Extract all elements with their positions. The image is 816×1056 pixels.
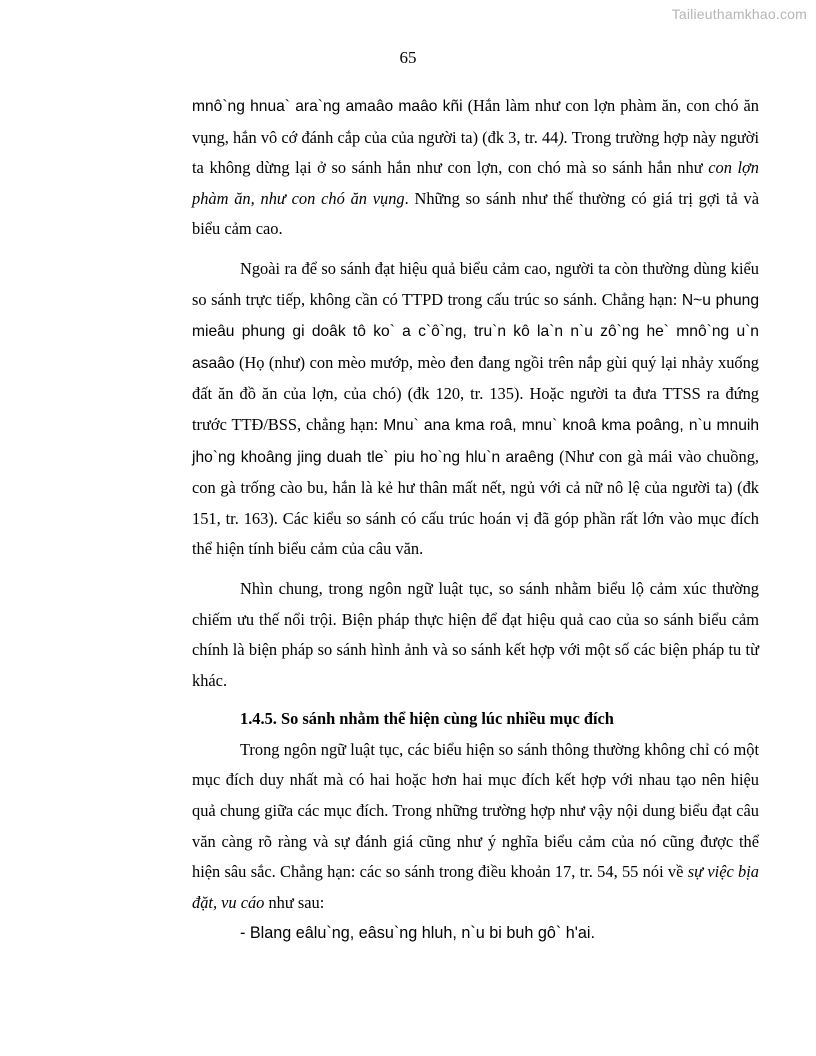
italic-text: ). — [558, 127, 568, 147]
paragraph-1 — [192, 91, 759, 245]
paragraph-text: như sau: — [264, 892, 325, 912]
paragraph-3: Nhìn chung, trong ngôn ngữ luật tục, so sánh nhằm biểu lộ cảm xúc thường chiếm ưu thế nổi trội. Biện pháp thực hiện để đạt hiệu quả cao của so sánh biểu cảm chính là biện pháp so sánh hình ảnh và so sánh kết hợp với một số các biện pháp tu từ khác. — [192, 578, 759, 690]
watermark: Tailieuthamkhao.com — [671, 6, 807, 22]
ede-quote: Mnu` ana kma roâ, mnu` knoâ kma poâng, n`u mnuih jho`ng khoâng jing duah tle` piu ho`ng hlu`n araêng — [192, 416, 759, 466]
paragraph-text: Trong ngôn ngữ luật tục, các biểu hiện so sánh thông thường không chỉ có một mục đích duy nhất mà có hai hoặc hơn hai mục đích kết hợp với nhau tạo nên hiệu quả chung giữa các mục đích. Trong những trường hợp như vậy nội dung biểu đạt câu văn càng rõ ràng và sự đánh giá cũng như ý nghĩa biểu cảm của nó cũng được thể hiện sâu sắc. Chẳng hạn: các so sánh trong điều khoản 17, tr. 54, 55 nói về — [192, 739, 759, 882]
italic-text: con lợn phàm ăn, như con chó ăn vụng — [192, 158, 760, 208]
page-number: 65 — [399, 48, 417, 67]
paragraph-text: (Như con gà mái vào chuồng, con gà trống cào bu, hắn là kẻ hư thân mất nết, ngủ với cả nữ nô lệ của người ta) (đk 151, tr. 163). Các kiểu so sánh có cấu trúc hoán vị đã góp phần rất lớn vào mục đích thể hiện tính biểu cảm của câu văn. — [192, 446, 759, 559]
paragraph-text: . Những so sánh như thế thường có giá trị gợi tả và biểu cảm cao. — [192, 188, 759, 239]
section-heading: 1.4.5. So sánh nhằm thể hiện cùng lúc nhiều mục đích — [240, 709, 614, 729]
paragraph-text: (Hắn làm như con lợn phàm ăn, con chó ăn vụng, hắn vô cớ đánh cắp của của người ta) (đk 3, tr. 44 — [192, 96, 759, 147]
italic-text: sự việc bịa đặt, vu cáo — [192, 862, 760, 912]
ede-quote: mnô`ng hnua` ara`ng amaâo maâo kñi — [192, 98, 463, 115]
paragraph-4 — [192, 735, 759, 919]
list-item — [192, 918, 759, 949]
ede-quote: - Blang eâlu`ng, eâsu`ng hluh, n`u bi buh gô` h'ai. — [240, 924, 595, 943]
paragraph-text: Trong trường hợp này người ta không dừng lại ở so sánh hắn như con lợn, con chó mà so sánh hắn như — [192, 127, 759, 178]
document-body — [192, 91, 759, 949]
paragraph-text: Ngoài ra để so sánh đạt hiệu quả biểu cảm cao, người ta còn thường dùng kiểu so sánh trực tiếp, không cần có TTPD trong cấu trúc so sánh. Chẳng hạn: — [192, 258, 759, 309]
paragraph-text: (Họ (như) con mèo mướp, mèo đen đang ngồi trên nắp gùi quý lại nhảy xuống đất ăn đồ ăn của lợn, của chó) (đk 120, tr. 135). Hoặc người ta đưa TTSS ra đứng trước TTĐ/BSS, chẳng hạn: — [192, 352, 759, 434]
paragraph-2 — [192, 254, 759, 565]
ede-quote: N~u phung mieâu phung gi doâk tô ko` a c`ô`ng, tru`n kô la`n n`u zô`ng he` mnô`ng u`n asaâo — [192, 291, 759, 372]
